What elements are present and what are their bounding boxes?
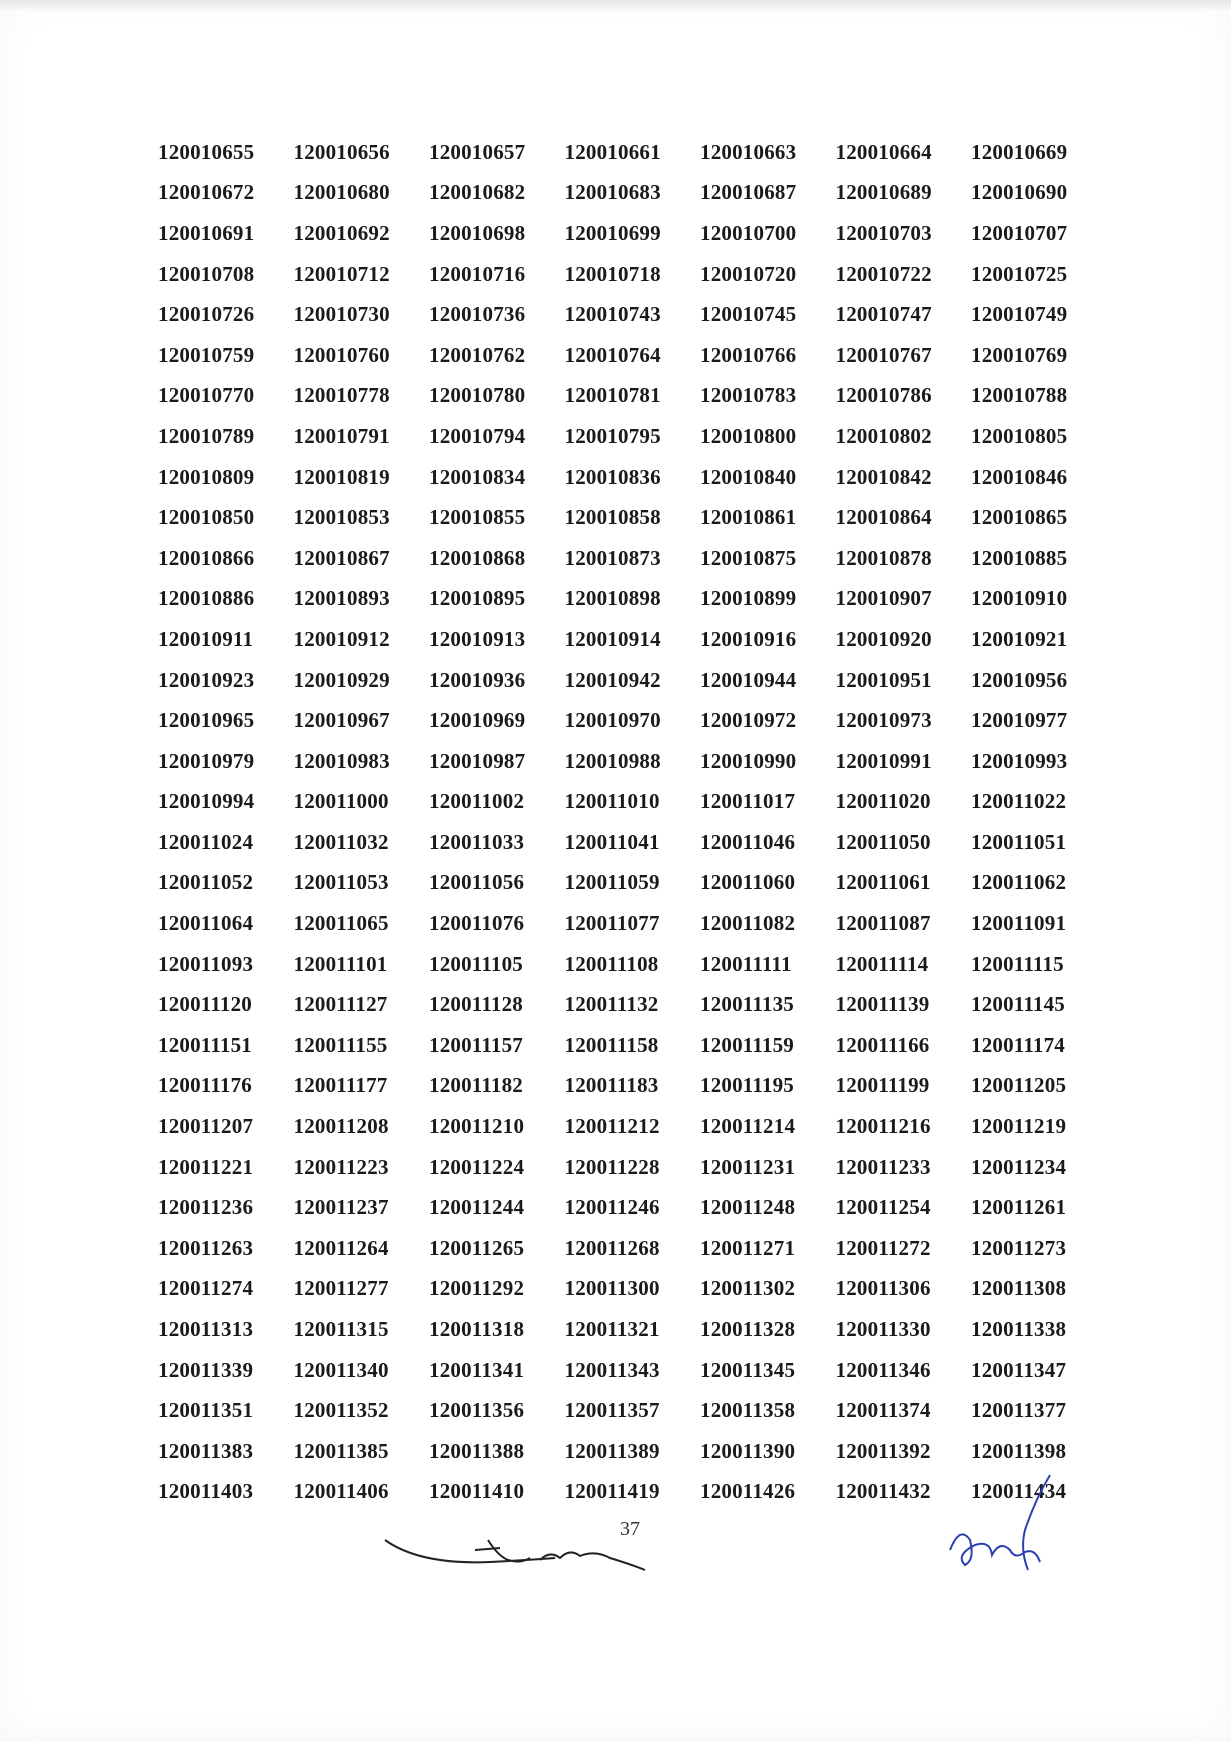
roll-number-cell: 120010893 — [293, 586, 390, 611]
roll-number-cell: 120011398 — [971, 1438, 1067, 1463]
roll-number-cell: 120010929 — [293, 667, 390, 692]
roll-number-cell: 120011017 — [700, 789, 796, 814]
roll-number-cell: 120010885 — [971, 545, 1068, 570]
roll-number-cell: 120010987 — [429, 748, 526, 773]
roll-number-cell: 120011403 — [158, 1479, 254, 1504]
roll-number-cell: 120011246 — [564, 1195, 660, 1220]
roll-number-cell: 120011205 — [971, 1073, 1067, 1098]
roll-number-cell: 120010991 — [835, 748, 932, 773]
roll-number-cell: 120010700 — [700, 220, 797, 245]
roll-number-cell: 120011046 — [700, 829, 796, 854]
roll-number-cell: 120010866 — [158, 545, 255, 570]
roll-number-cell: 120011145 — [971, 992, 1065, 1017]
roll-number-cell: 120010743 — [564, 302, 661, 327]
roll-number-cell: 120011383 — [158, 1438, 254, 1463]
roll-number-cell: 120010967 — [293, 708, 390, 733]
roll-number-cell: 120011002 — [429, 789, 525, 814]
roll-number-cell: 120011111 — [700, 951, 792, 976]
roll-number-cell: 120010861 — [700, 505, 797, 530]
table-row — [158, 822, 1108, 863]
roll-number-cell: 120010769 — [971, 342, 1068, 367]
roll-number-cell: 120010912 — [293, 626, 390, 651]
roll-number-cell: 120011223 — [293, 1154, 389, 1179]
roll-number-cell: 120010868 — [429, 545, 526, 570]
roll-number-cell: 120010703 — [835, 220, 932, 245]
roll-number-cell: 120010913 — [429, 626, 526, 651]
roll-number-cell: 120011207 — [158, 1114, 254, 1139]
roll-number-cell: 120011182 — [429, 1073, 523, 1098]
roll-number-cell: 120010783 — [700, 383, 797, 408]
roll-number-cell: 120011341 — [429, 1357, 525, 1382]
roll-number-cell: 120010762 — [429, 342, 526, 367]
roll-number-cell: 120010661 — [564, 139, 661, 164]
roll-number-cell: 120011108 — [564, 951, 659, 976]
roll-number-cell: 120010788 — [971, 383, 1068, 408]
roll-number-cell: 120011060 — [700, 870, 796, 895]
roll-number-cell: 120011216 — [835, 1114, 931, 1139]
roll-number-cell: 120010699 — [564, 220, 661, 245]
table-row — [158, 1147, 1108, 1188]
roll-number-cell: 120010899 — [700, 586, 797, 611]
roll-number-cell: 120010972 — [700, 708, 797, 733]
table-row — [158, 660, 1108, 701]
table-row — [158, 254, 1108, 295]
roll-number-cell: 120011306 — [835, 1276, 931, 1301]
roll-number-cell: 120011159 — [700, 1032, 794, 1057]
table-row — [158, 294, 1108, 335]
table-row — [158, 1390, 1108, 1431]
roll-number-cell: 120011101 — [293, 951, 388, 976]
roll-number-cell: 120011076 — [429, 911, 525, 936]
table-row — [158, 1106, 1108, 1147]
roll-number-cell: 120010923 — [158, 667, 255, 692]
roll-number-cell: 120010657 — [429, 139, 526, 164]
table-row — [158, 1269, 1108, 1310]
roll-number-cell: 120011059 — [564, 870, 660, 895]
roll-number-cell: 120011024 — [158, 829, 254, 854]
roll-number-cell: 120011272 — [835, 1235, 931, 1260]
roll-number-cell: 120011228 — [564, 1154, 660, 1179]
roll-number-cell: 120011105 — [429, 951, 523, 976]
roll-number-cell: 120011234 — [971, 1154, 1067, 1179]
roll-number-cell: 120011347 — [971, 1357, 1067, 1382]
roll-number-cell: 120010794 — [429, 423, 526, 448]
roll-number-cell: 120010749 — [971, 302, 1068, 327]
roll-number-cell: 120010736 — [429, 302, 526, 327]
roll-number-cell: 120011176 — [158, 1073, 252, 1098]
roll-number-cell: 120011093 — [158, 951, 254, 976]
roll-number-cell: 120011406 — [293, 1479, 389, 1504]
roll-number-cell: 120011261 — [971, 1195, 1067, 1220]
roll-number-cell: 120010802 — [835, 423, 932, 448]
roll-number-cell: 120010846 — [971, 464, 1068, 489]
roll-number-cell: 120010789 — [158, 423, 255, 448]
roll-number-cell: 120010994 — [158, 789, 255, 814]
roll-number-cell: 120011351 — [158, 1398, 254, 1423]
roll-number-cell: 120010898 — [564, 586, 661, 611]
roll-number-cell: 120010708 — [158, 261, 255, 286]
table-row — [158, 1066, 1108, 1107]
roll-number-cell: 120010993 — [971, 748, 1068, 773]
roll-number-cell: 120011221 — [158, 1154, 254, 1179]
table-row — [158, 213, 1108, 254]
roll-number-cell: 120011432 — [835, 1479, 931, 1504]
roll-number-cell: 120011434 — [971, 1479, 1067, 1504]
roll-number-cell: 120010766 — [700, 342, 797, 367]
roll-number-cell: 120010956 — [971, 667, 1068, 692]
roll-number-cell: 120010764 — [564, 342, 661, 367]
roll-number-cell: 120010970 — [564, 708, 661, 733]
roll-number-cell: 120011313 — [158, 1317, 254, 1342]
roll-number-cell: 120011064 — [158, 911, 254, 936]
roll-number-cell: 120010698 — [429, 220, 526, 245]
table-row — [158, 1431, 1108, 1472]
roll-number-cell: 120011388 — [429, 1438, 525, 1463]
roll-number-cell: 120011352 — [293, 1398, 389, 1423]
roll-number-cell: 120010767 — [835, 342, 932, 367]
roll-number-cell: 120011050 — [835, 829, 931, 854]
roll-number-cell: 120010910 — [971, 586, 1068, 611]
table-row — [158, 173, 1108, 214]
roll-number-cell: 120011210 — [429, 1114, 525, 1139]
signature-right — [930, 1470, 1090, 1580]
roll-number-cell: 120011271 — [700, 1235, 796, 1260]
roll-number-cell: 120011183 — [564, 1073, 659, 1098]
roll-number-cell: 120011385 — [293, 1438, 389, 1463]
roll-number-cell: 120011392 — [835, 1438, 931, 1463]
roll-number-cell: 120010656 — [293, 139, 390, 164]
roll-number-cell: 120010730 — [293, 302, 390, 327]
roll-number-cell: 120011020 — [835, 789, 931, 814]
roll-number-cell: 120011340 — [293, 1357, 389, 1382]
roll-number-cell: 120010707 — [971, 220, 1068, 245]
roll-number-cell: 120010663 — [700, 139, 797, 164]
roll-number-cell: 120010780 — [429, 383, 526, 408]
roll-number-cell: 120010853 — [293, 505, 390, 530]
roll-number-cell: 120010692 — [293, 220, 390, 245]
roll-number-cell: 120011358 — [700, 1398, 796, 1423]
roll-number-cell: 120010726 — [158, 302, 255, 327]
roll-number-cell: 120010886 — [158, 586, 255, 611]
roll-number-cell: 120011338 — [971, 1317, 1067, 1342]
roll-number-cell: 120011195 — [700, 1073, 794, 1098]
roll-number-cell: 120011339 — [158, 1357, 254, 1382]
table-row — [158, 416, 1108, 457]
roll-number-cell: 120011268 — [564, 1235, 660, 1260]
roll-number-cell: 120010965 — [158, 708, 255, 733]
table-row — [158, 376, 1108, 417]
roll-number-cell: 120011041 — [564, 829, 660, 854]
roll-number-cell: 120010979 — [158, 748, 255, 773]
roll-number-cell: 120011114 — [835, 951, 929, 976]
table-row — [158, 457, 1108, 498]
roll-number-cell: 120011166 — [835, 1032, 930, 1057]
roll-number-cell: 120010907 — [835, 586, 932, 611]
roll-number-cell: 120011389 — [564, 1438, 660, 1463]
roll-number-cell: 120010942 — [564, 667, 661, 692]
roll-number-cell: 120010920 — [835, 626, 932, 651]
roll-number-cell: 120010669 — [971, 139, 1068, 164]
roll-number-cell: 120011374 — [835, 1398, 931, 1423]
roll-number-cell: 120010969 — [429, 708, 526, 733]
roll-number-cell: 120010760 — [293, 342, 390, 367]
roll-number-cell: 120010791 — [293, 423, 390, 448]
roll-number-cell: 120011033 — [429, 829, 525, 854]
roll-number-cell: 120011300 — [564, 1276, 660, 1301]
roll-number-cell: 120011219 — [971, 1114, 1067, 1139]
roll-number-cell: 120010720 — [700, 261, 797, 286]
roll-number-cell: 120010690 — [971, 180, 1068, 205]
roll-number-cell: 120011237 — [293, 1195, 389, 1220]
roll-number-cell: 120010836 — [564, 464, 661, 489]
roll-number-cell: 120010983 — [293, 748, 390, 773]
table-row — [158, 944, 1108, 985]
roll-number-cell: 120011091 — [971, 911, 1067, 936]
roll-number-cell: 120011273 — [971, 1235, 1067, 1260]
roll-number-cell: 120010800 — [700, 423, 797, 448]
table-row — [158, 335, 1108, 376]
roll-number-cell: 120011356 — [429, 1398, 525, 1423]
table-row — [158, 1309, 1108, 1350]
roll-number-cell: 120010805 — [971, 423, 1068, 448]
roll-number-cell: 120011248 — [700, 1195, 796, 1220]
table-row — [158, 1350, 1108, 1391]
roll-number-cell: 120011377 — [971, 1398, 1067, 1423]
roll-number-cell: 120010990 — [700, 748, 797, 773]
roll-number-cell: 120010916 — [700, 626, 797, 651]
roll-number-cell: 120011274 — [158, 1276, 254, 1301]
roll-number-cell: 120011330 — [835, 1317, 931, 1342]
roll-number-cell: 120011032 — [293, 829, 389, 854]
table-row — [158, 538, 1108, 579]
table-row — [158, 1025, 1108, 1066]
roll-number-cell: 120011120 — [158, 992, 252, 1017]
roll-number-cell: 120010865 — [971, 505, 1068, 530]
roll-number-cell: 120010672 — [158, 180, 255, 205]
roll-number-cell: 120010944 — [700, 667, 797, 692]
roll-number-cell: 120011224 — [429, 1154, 525, 1179]
roll-number-cell: 120011065 — [293, 911, 389, 936]
roll-number-cell: 120011236 — [158, 1195, 254, 1220]
roll-number-cell: 120011263 — [158, 1235, 254, 1260]
roll-number-cell: 120011139 — [835, 992, 930, 1017]
roll-number-cell: 120010718 — [564, 261, 661, 286]
scan-edge — [0, 0, 1231, 14]
roll-number-cell: 120011346 — [835, 1357, 931, 1382]
roll-number-cell: 120010725 — [971, 261, 1068, 286]
page-number: 37 — [620, 1518, 640, 1540]
roll-number-cell: 120011390 — [700, 1438, 796, 1463]
roll-number-cell: 120011000 — [293, 789, 389, 814]
roll-number-cell: 120010936 — [429, 667, 526, 692]
table-row — [158, 741, 1108, 782]
roll-number-cell: 120010809 — [158, 464, 255, 489]
roll-number-cell: 120011155 — [293, 1032, 388, 1057]
roll-number-cell: 120010873 — [564, 545, 661, 570]
roll-number-cell: 120011357 — [564, 1398, 660, 1423]
roll-number-cell: 120011127 — [293, 992, 388, 1017]
roll-number-cell: 120010858 — [564, 505, 661, 530]
roll-number-cell: 120011410 — [429, 1479, 525, 1504]
roll-number-cell: 120010664 — [835, 139, 932, 164]
roll-number-cell: 120011233 — [835, 1154, 931, 1179]
roll-number-cell: 120010842 — [835, 464, 932, 489]
roll-number-cell: 120011419 — [564, 1479, 660, 1504]
roll-number-cell: 120010716 — [429, 261, 526, 286]
table-row — [158, 497, 1108, 538]
roll-number-cell: 120010722 — [835, 261, 932, 286]
table-row — [158, 619, 1108, 660]
roll-number-cell: 120011177 — [293, 1073, 388, 1098]
roll-number-cell: 120010683 — [564, 180, 661, 205]
roll-number-cell: 120011132 — [564, 992, 659, 1017]
roll-number-cell: 120011318 — [429, 1317, 525, 1342]
roll-number-cell: 120011051 — [971, 829, 1067, 854]
table-row — [158, 579, 1108, 620]
roll-number-cell: 120011052 — [158, 870, 254, 895]
roll-number-cell: 120010770 — [158, 383, 255, 408]
roll-number-cell: 120010878 — [835, 545, 932, 570]
roll-number-cell: 120011158 — [564, 1032, 659, 1057]
roll-number-cell: 120010921 — [971, 626, 1068, 651]
roll-number-cell: 120011244 — [429, 1195, 525, 1220]
roll-number-cell: 120011264 — [293, 1235, 389, 1260]
roll-number-cell: 120011061 — [835, 870, 931, 895]
roll-number-cell: 120011343 — [564, 1357, 660, 1382]
roll-number-cell: 120011053 — [293, 870, 389, 895]
roll-number-cell: 120011345 — [700, 1357, 796, 1382]
roll-number-cell: 120011056 — [429, 870, 525, 895]
roll-number-cell: 120010875 — [700, 545, 797, 570]
roll-number-cell: 120011315 — [293, 1317, 389, 1342]
roll-number-cell: 120010778 — [293, 383, 390, 408]
roll-number-cell: 120010951 — [835, 667, 932, 692]
roll-number-cell: 120011254 — [835, 1195, 931, 1220]
roll-number-cell: 120011082 — [700, 911, 796, 936]
roll-number-cell: 120010988 — [564, 748, 661, 773]
roll-number-cell: 120010819 — [293, 464, 390, 489]
roll-number-cell: 120011022 — [971, 789, 1067, 814]
roll-number-cell: 120011087 — [835, 911, 931, 936]
roll-number-cell: 120011302 — [700, 1276, 796, 1301]
table-row — [158, 863, 1108, 904]
roll-number-cell: 120010655 — [158, 139, 255, 164]
roll-number-cell: 120011208 — [293, 1114, 389, 1139]
roll-number-cell: 120011321 — [564, 1317, 660, 1342]
table-row — [158, 132, 1108, 173]
roll-number-cell: 120010911 — [158, 626, 254, 651]
roll-number-cell: 120010834 — [429, 464, 526, 489]
roll-number-cell: 120011062 — [971, 870, 1067, 895]
roll-number-cell: 120010747 — [835, 302, 932, 327]
roll-number-cell: 120010687 — [700, 180, 797, 205]
roll-number-cell: 120011328 — [700, 1317, 796, 1342]
roll-number-cell: 120010682 — [429, 180, 526, 205]
roll-number-cell: 120011199 — [835, 1073, 930, 1098]
roll-number-cell: 120010864 — [835, 505, 932, 530]
roll-number-table — [158, 132, 1108, 1512]
roll-number-cell: 120010840 — [700, 464, 797, 489]
roll-number-cell: 120010712 — [293, 261, 390, 286]
roll-number-cell: 120010786 — [835, 383, 932, 408]
table-row — [158, 700, 1108, 741]
roll-number-cell: 120010914 — [564, 626, 661, 651]
roll-number-cell: 120010781 — [564, 383, 661, 408]
table-row — [158, 984, 1108, 1025]
roll-number-cell: 120011128 — [429, 992, 523, 1017]
roll-number-cell: 120011135 — [700, 992, 794, 1017]
table-row — [158, 1228, 1108, 1269]
roll-number-cell: 120010691 — [158, 220, 255, 245]
roll-number-cell: 120011265 — [429, 1235, 525, 1260]
roll-number-cell: 120011115 — [971, 951, 1064, 976]
roll-number-cell: 120011174 — [971, 1032, 1065, 1057]
roll-number-cell: 120011308 — [971, 1276, 1067, 1301]
roll-number-cell: 120011277 — [293, 1276, 389, 1301]
roll-number-cell: 120010855 — [429, 505, 526, 530]
roll-number-cell: 120010850 — [158, 505, 255, 530]
roll-number-cell: 120011010 — [564, 789, 660, 814]
roll-number-cell: 120011212 — [564, 1114, 660, 1139]
roll-number-cell: 120010759 — [158, 342, 255, 367]
roll-number-cell: 120011292 — [429, 1276, 525, 1301]
roll-number-cell: 120010689 — [835, 180, 932, 205]
table-row — [158, 903, 1108, 944]
roll-number-cell: 120011214 — [700, 1114, 796, 1139]
roll-number-cell: 120010973 — [835, 708, 932, 733]
roll-number-cell: 120010867 — [293, 545, 390, 570]
roll-number-cell: 120011151 — [158, 1032, 252, 1057]
roll-number-cell: 120011157 — [429, 1032, 523, 1057]
roll-number-cell: 120011426 — [700, 1479, 796, 1504]
roll-number-cell: 120010745 — [700, 302, 797, 327]
roll-number-cell: 120010795 — [564, 423, 661, 448]
table-row — [158, 782, 1108, 823]
roll-number-cell: 120010895 — [429, 586, 526, 611]
roll-number-cell: 120011231 — [700, 1154, 796, 1179]
roll-number-cell: 120011077 — [564, 911, 660, 936]
signature-left — [380, 1520, 650, 1580]
roll-number-cell: 120010680 — [293, 180, 390, 205]
table-row — [158, 1187, 1108, 1228]
roll-number-cell: 120010977 — [971, 708, 1068, 733]
